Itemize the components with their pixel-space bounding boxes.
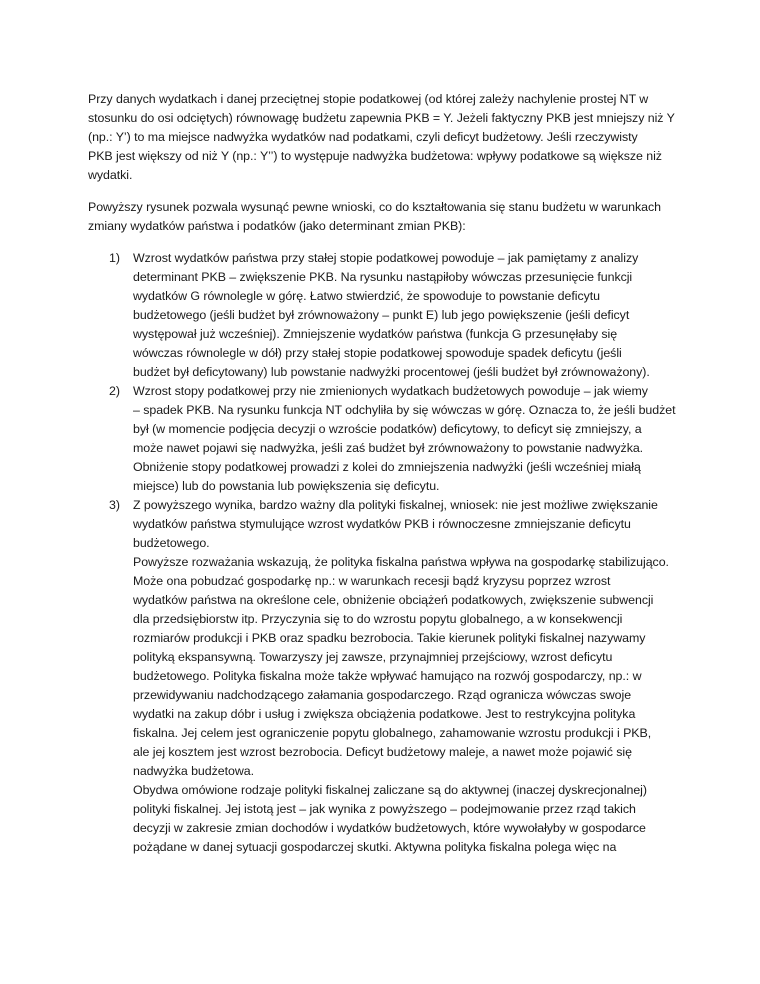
- list-item-line: może nawet pojawi się nadwyżka, jeśli zaś budżet był zrównoważony to powstanie nadwyżka.: [133, 441, 644, 455]
- list-item-line: budżetowego. Polityka fiskalna może także wpływać hamująco na rozwój gospodarczy, np.: w: [133, 669, 642, 683]
- list-item-line: dla przedsiębiorstw itp. Przyczynia się to do wzrostu popytu globalnego, a w konsekwencji: [133, 612, 623, 626]
- list-item-line: rozmiarów produkcji i PKB oraz spadku bezrobocia. Takie kierunek polityki fiskalnej nazywamy: [133, 631, 646, 645]
- list-item-line: budżet był deficytowany) lub powstanie nadwyżki procentowej (jeśli budżet był zrównoważony).: [133, 365, 650, 379]
- list-item-line: budżetowego (jeśli budżet był zrównoważony – punkt E) lub jego powiększenie (jeśli deficyt: [133, 308, 630, 322]
- list-item-line: Wzrost wydatków państwa przy stałej stopie podatkowej powoduje – jak pamiętamy z analizy: [133, 251, 639, 265]
- list-item-line: ale jej kosztem jest wzrost bezrobocia. Deficyt budżetowy maleje, a nawet może pojawić się: [133, 745, 632, 759]
- list-item-line: wydatków państwa stymulujące wzrost wydatków PKB i równoczesne zmniejszanie deficytu: [133, 517, 631, 531]
- list-item-line: pożądane w danej sytuacji gospodarczej skutki. Aktywna polityka fiskalna polega więc na: [133, 840, 617, 854]
- list-item-line: Powyższe rozważania wskazują, że polityka fiskalna państwa wpływa na gospodarkę stabilizująco.: [133, 555, 669, 569]
- list-item-line: Może ona pobudzać gospodarkę np.: w warunkach recesji bądź kryzysu poprzez wzrost: [133, 574, 611, 588]
- list-number: 1): [109, 251, 121, 265]
- list-item-line: Obydwa omówione rodzaje polityki fiskalnej zaliczane są do aktywnej (inaczej dyskrecjonalnej): [133, 783, 647, 797]
- list-item-line: Z powyższego wynika, bardzo ważny dla polityki fiskalnej, wniosek: nie jest możliwe zwiększanie: [133, 498, 658, 512]
- list-item-line: wówczas równolegle w dół) przy stałej stopie podatkowej spowoduje spadek deficytu (jeśli: [133, 346, 622, 360]
- list-item-line: polityki fiskalnej. Jej istotą jest – jak wynika z powyższego – podejmowanie przez rząd takich: [133, 802, 636, 816]
- list-number: 3): [109, 498, 121, 512]
- list-item-line: fiskalna. Jej celem jest ograniczenie popytu globalnego, zahamowanie wzrostu produkcji i PKB,: [133, 726, 652, 740]
- intro-line: stosunku do osi odciętych) równowagę budżetu zapewnia PKB = Y. Jeżeli faktyczny PKB jest mniejszy niż Y: [88, 111, 675, 125]
- list-item-line: budżetowego.: [133, 536, 210, 550]
- intro-line: wydatki.: [88, 168, 133, 182]
- list-item-line: Obniżenie stopy podatkowej prowadzi z kolei do zmniejszenia nadwyżki (jeśli wcześniej miałą: [133, 460, 641, 474]
- list-item-line: wydatków państwa na określone cele, obniżenie obciążeń podatkowych, zwiększenie subwencji: [133, 593, 654, 607]
- list-item-line: występował już wcześniej). Zmniejszenie wydatków państwa (funkcja G przesunęłaby się: [133, 327, 618, 341]
- list-item-line: polityką ekspansywną. Towarzyszy jej zawsze, przynajmniej przejściowy, wzrost deficytu: [133, 650, 613, 664]
- list-item-line: wydatków G równolegle w górę. Łatwo stwierdzić, że spowoduje to powstanie deficytu: [133, 289, 600, 303]
- para-line: zmiany wydatków państwa i podatków (jako determinant zmian PKB):: [88, 219, 466, 233]
- list-item-line: decyzji w zakresie zmian dochodów i wydatków budżetowych, które wywołałyby w gospodarce: [133, 821, 646, 835]
- list-item-line: – spadek PKB. Na rysunku funkcja NT odchyliła by się wówczas w górę. Oznacza to, że jeśli budżet: [133, 403, 676, 417]
- intro-line: Przy danych wydatkach i danej przeciętnej stopie podatkowej (od której zależy nachylenie prostej NT w: [88, 92, 649, 106]
- list-item-line: Wzrost stopy podatkowej przy nie zmienionych wydatkach budżetowych powoduje – jak wiemy: [133, 384, 648, 398]
- intro-line: PKB jest większy od niż Y (np.: Y’’) to występuje nadwyżka budżetowa: wpływy podatkowe są większe niż: [88, 149, 662, 163]
- list-item-line: miejsce) lub do powstania lub powiększenia się deficytu.: [133, 479, 440, 493]
- list-item-line: nadwyżka budżetowa.: [133, 764, 254, 778]
- intro-line: (np.: Y’) to ma miejsce nadwyżka wydatków nad podatkami, czyli deficyt budżetowy. Jeśli rzeczywisty: [88, 130, 638, 144]
- para-line: Powyższy rysunek pozwala wysunąć pewne wnioski, co do kształtowania się stanu budżetu w warunkach: [88, 200, 661, 214]
- list-item-line: był (w momencie podjęcia decyzji o wzroście podatków) deficytowy, to deficyt się zmniejszy, a: [133, 422, 642, 436]
- list-item-line: wydatki na zakup dóbr i usług i zwiększa obciążenia podatkowe. Jest to restrykcyjna polityka: [133, 707, 636, 721]
- list-item-line: determinant PKB – zwiększenie PKB. Na rysunku nastąpiłoby wówczas przesunięcie funkcji: [133, 270, 633, 284]
- list-item-line: przewidywaniu nadchodzącego załamania gospodarczego. Rząd ogranicza wówczas swoje: [133, 688, 632, 702]
- list-number: 2): [109, 384, 121, 398]
